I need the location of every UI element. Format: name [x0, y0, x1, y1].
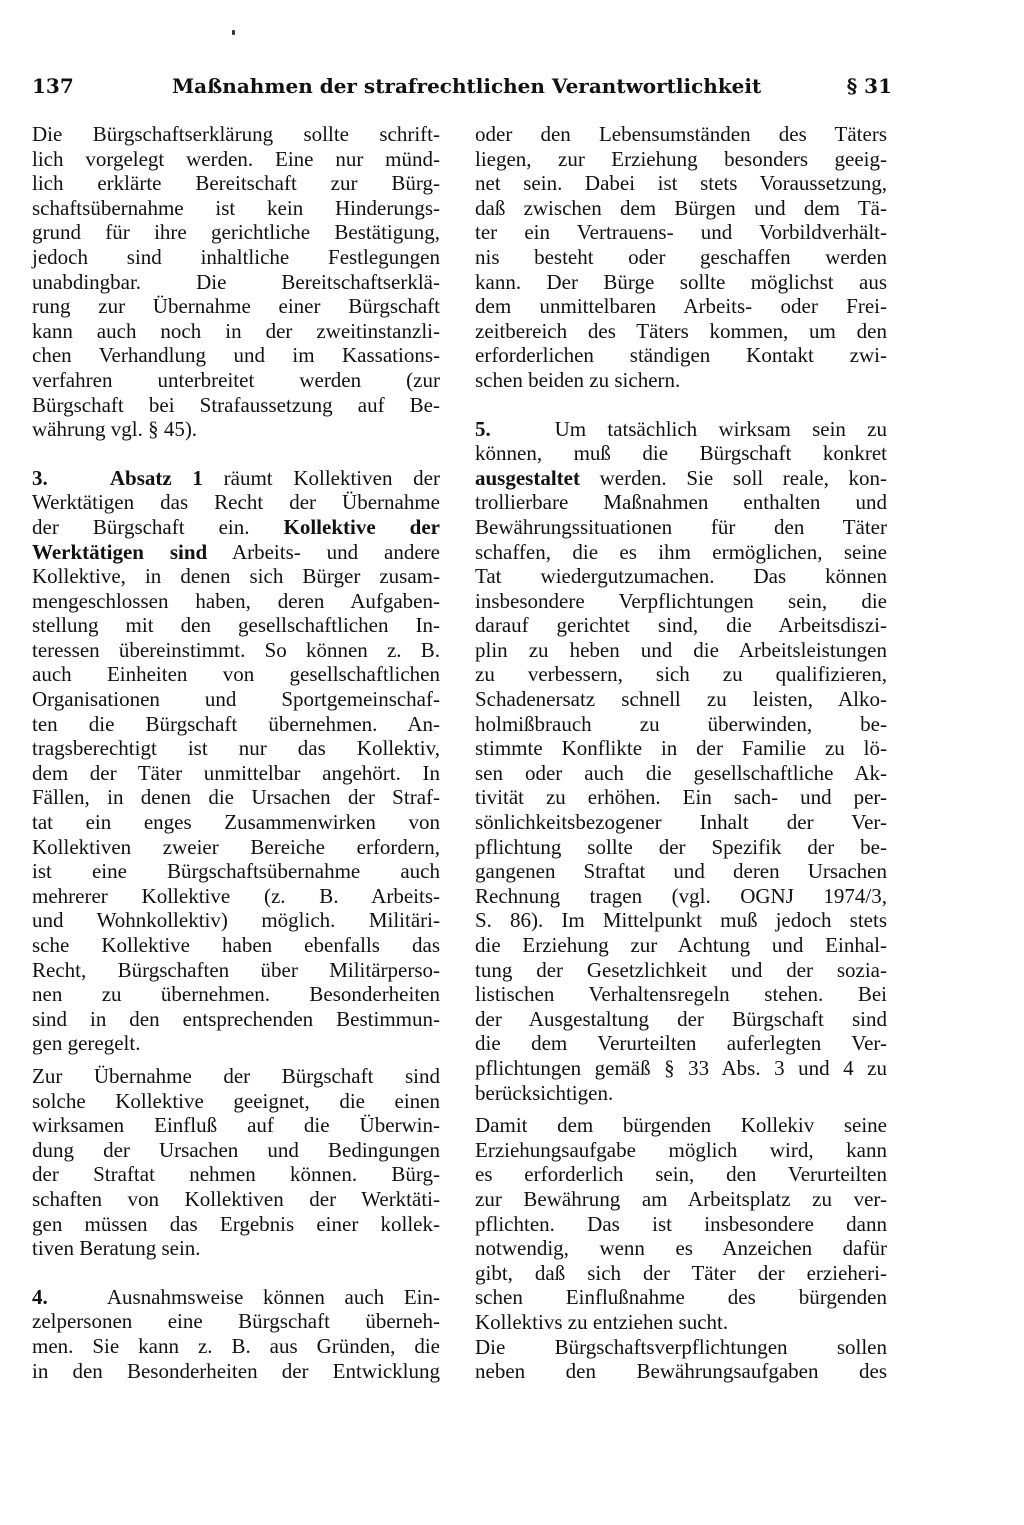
- text-line: oder den Lebensumständen des Täters: [475, 122, 887, 146]
- text-line: S. 86). Im Mittelpunkt muß jedoch stets: [475, 908, 887, 933]
- text-line: schaften von Kollektiven der Werktäti-: [32, 1186, 440, 1211]
- text-line: jedoch sind inhaltliche Festlegungen: [32, 244, 440, 269]
- paragraph-declaration: [32, 122, 440, 442]
- text-line: schen Einflußnahme des bürgenden: [475, 1285, 887, 1310]
- text-line: gangenen Straftat und deren Ursachen: [475, 859, 887, 884]
- text-line: gen geregelt.: [32, 1031, 141, 1056]
- text-line: Kollektive, in denen sich Bürger zusam-: [32, 564, 440, 589]
- bold-term: Kollektive der: [283, 514, 440, 539]
- text-line: nen zu übernehmen. Besonderheiten: [32, 982, 440, 1007]
- text-line: trollierbare Maßnahmen enthalten und: [475, 490, 887, 515]
- text-line: dung der Ursachen und Bedingungen: [32, 1137, 440, 1162]
- text-line: grund für ihre gerichtliche Bestätigung,: [32, 220, 440, 245]
- text-line: in den Besonderheiten der Entwicklung: [32, 1358, 440, 1383]
- paragraph-number: 4.: [32, 1284, 48, 1309]
- text-line: währung vgl. § 45).: [32, 417, 198, 442]
- text-line: lich erklärte Bereitschaft zur Bürg-: [32, 171, 440, 196]
- text-line: holmißbrauch zu überwinden, be-: [475, 711, 887, 736]
- text-line: Organisationen und Sportgemeinschaf-: [32, 687, 440, 712]
- text-line: Werktätigen sind Arbeits- und andere: [32, 539, 440, 564]
- text-line: es erforderlich sein, den Verurteilten: [475, 1162, 887, 1187]
- text-line: tat ein enges Zusammenwirken von: [32, 810, 440, 835]
- text-line: der Ausgestaltung der Bürgschaft sind: [475, 1006, 887, 1031]
- print-speck: [232, 30, 235, 35]
- text-line: listischen Verhaltensregeln stehen. Bei: [475, 982, 887, 1007]
- text-line: notwendig, wenn es Anzeichen dafür: [475, 1236, 887, 1261]
- text-line: nis besteht oder geschaffen werden: [475, 244, 887, 269]
- section-mark: § 31: [846, 74, 892, 98]
- text-line: erforderlichen ständigen Kontakt zwi-: [475, 343, 887, 368]
- text-line: 3. Absatz 1 räumt Kollektiven der: [32, 465, 440, 490]
- bold-term: Absatz 1: [109, 465, 203, 490]
- text-line: Tat wiedergutzumachen. Das können: [475, 564, 887, 589]
- text-line: ausgestaltet werden. Sie soll reale, kon-: [475, 465, 887, 490]
- text-line: lich vorgelegt werden. Eine nur münd-: [32, 146, 440, 171]
- text-line: schaftsübernahme ist kein Hinderungs-: [32, 195, 440, 220]
- text-line: 5. Um tatsächlich wirksam sein zu: [475, 416, 888, 441]
- text-line: 4. Ausnahmsweise können auch Ein-: [32, 1284, 440, 1309]
- text-line: auch Einheiten von gesellschaftlichen: [32, 662, 440, 687]
- text-line: Fällen, in denen die Ursachen der Straf-: [32, 785, 440, 810]
- text-line: und Wohnkollektiv) möglich. Militäri-: [32, 908, 440, 933]
- text-line: tiven Beratung sein.: [32, 1236, 201, 1261]
- paragraph-obligations: [475, 1335, 887, 1384]
- text-line: insbesondere Verpflichtungen sein, die: [475, 588, 887, 613]
- text-line: ter ein Vertrauens- und Vorbildverhält-: [475, 220, 887, 245]
- text-line: dem unmittelbaren Arbeits- oder Frei-: [475, 294, 887, 319]
- paragraph-4-continued: [475, 122, 887, 393]
- text-line: plin zu heben und die Arbeitsleistungen: [475, 637, 887, 662]
- text-line: gen müssen das Ergebnis einer kollek-: [32, 1211, 440, 1236]
- text-line: sche Kollektive haben ebenfalls das: [32, 933, 440, 957]
- text-line: der Bürgschaft ein. Kollektive der: [32, 514, 440, 539]
- text-line: Bewährungssituationen für den Täter: [475, 514, 887, 539]
- text-line: gibt, daß sich der Täter der erzieheri-: [475, 1260, 887, 1285]
- text-line: die dem Verurteilten auferlegten Ver-: [475, 1031, 887, 1056]
- text-line: Rechnung tragen (vgl. OGNJ 1974/3,: [475, 883, 887, 908]
- text-line: mengeschlossen haben, deren Aufgaben-: [32, 588, 440, 613]
- text-line: neben den Bewährungsaufgaben des: [475, 1359, 887, 1384]
- paragraph-3-collectives: [32, 466, 440, 1056]
- paragraph-suitability: [32, 1064, 440, 1261]
- text-line: tivität zu erhöhen. Ein sach- und per-: [475, 785, 887, 810]
- text-line: pflichtung sollte der Spezifik der be-: [475, 834, 887, 859]
- text-line: stellung mit den gesellschaftlichen In-: [32, 613, 440, 638]
- running-header: [32, 74, 892, 106]
- paragraph-number: 3.: [32, 465, 48, 490]
- text-line: zu verbessern, sich zu qualifizieren,: [475, 662, 887, 687]
- text-line: teressen übereinstimmt. So können z. B.: [32, 637, 440, 662]
- text-line: Die Bürgschaftserklärung sollte schrift-: [32, 122, 440, 146]
- text-line: die Erziehung zur Achtung und Einhal-: [475, 933, 887, 957]
- text-line: sen oder auch die gesellschaftliche Ak-: [475, 760, 887, 785]
- text-line: verfahren unterbreitet werden (zur: [32, 367, 440, 392]
- text-line: men. Sie kann z. B. aus Gründen, die: [32, 1333, 440, 1358]
- text-line: kann. Der Bürge sollte möglichst aus: [475, 269, 887, 294]
- text-line: Kollektiven zweier Bereiche erfordern,: [32, 834, 440, 859]
- right-column: [475, 122, 887, 1384]
- text-line: kann auch noch in der zweitinstanzli-: [32, 318, 440, 343]
- text-line: pflichtungen gemäß § 33 Abs. 3 und 4 zu: [475, 1055, 887, 1080]
- text-line: chen Verhandlung und im Kassations-: [32, 343, 440, 368]
- text-line: ten die Bürgschaft übernehmen. An-: [32, 711, 440, 736]
- text-line: Bürgschaft bei Strafaussetzung auf Be-: [32, 392, 440, 417]
- text-line: schaffen, die es ihm ermöglichen, seine: [475, 539, 887, 564]
- text-line: daß zwischen dem Bürgen und dem Tä-: [475, 195, 887, 220]
- text-line: darauf gerichtet sind, die Arbeitsdiszi-: [475, 613, 887, 638]
- page-number: 137: [32, 74, 74, 98]
- paragraph-workplace: [475, 1113, 887, 1334]
- text-line: liegen, zur Erziehung besonders geeig-: [475, 146, 887, 171]
- paragraph-4-individuals: [32, 1285, 440, 1383]
- text-line: sönlichkeitsbezogener Inhalt der Ver-: [475, 810, 887, 835]
- text-line: zeitbereich des Täters kommen, um den: [475, 318, 887, 343]
- text-line: Kollektivs zu entziehen sucht.: [475, 1309, 729, 1334]
- bold-term: Werktätigen sind: [32, 539, 208, 564]
- text-line: rung zur Übernahme einer Bürgschaft: [32, 294, 440, 319]
- text-line: solche Kollektive geeignet, die einen: [32, 1088, 440, 1113]
- text-line: stimmte Konflikte in der Familie zu lö-: [475, 736, 887, 761]
- text-line: wirksamen Einfluß auf die Überwin-: [32, 1113, 440, 1138]
- bold-term: ausgestaltet: [475, 465, 580, 490]
- text-line: pflichten. Das ist insbesondere dann: [475, 1211, 887, 1236]
- text-line: berücksichtigen.: [475, 1080, 614, 1105]
- text-line: Zur Übernahme der Bürgschaft sind: [32, 1063, 440, 1088]
- paragraph-number: 5.: [475, 416, 491, 441]
- text-line: zur Bewährung am Arbeitsplatz zu ver-: [475, 1186, 887, 1211]
- text-line: net sein. Dabei ist stets Voraussetzung,: [475, 171, 887, 196]
- running-title: Maßnahmen der strafrechtlichen Verantwortlichkeit: [172, 74, 762, 98]
- paragraph-5-design: [475, 417, 887, 1106]
- text-line: Werktätigen das Recht der Übernahme: [32, 490, 440, 515]
- text-line: Erziehungsaufgabe möglich wird, kann: [475, 1137, 887, 1162]
- text-line: Recht, Bürgschaften über Militärperso-: [32, 957, 440, 982]
- left-column: [32, 122, 440, 1383]
- text-line: unabdingbar. Die Bereitschaftserklä-: [32, 269, 440, 294]
- text-line: zelpersonen eine Bürgschaft überneh-: [32, 1309, 440, 1334]
- text-line: können, muß die Bürgschaft konkret: [475, 441, 887, 466]
- text-line: Schadenersatz schnell zu leisten, Alko-: [475, 687, 887, 712]
- text-line: der Straftat nehmen können. Bürg-: [32, 1162, 440, 1187]
- text-line: mehrerer Kollektive (z. B. Arbeits-: [32, 883, 440, 908]
- text-line: Damit dem bürgenden Kollekiv seine: [475, 1113, 887, 1138]
- text-line: tragsberechtigt ist nur das Kollektiv,: [32, 736, 440, 761]
- text-line: tung der Gesetzlichkeit und der sozia-: [475, 957, 887, 982]
- text-line: ist eine Bürgschaftsübernahme auch: [32, 859, 440, 884]
- text-line: schen beiden zu sichern.: [475, 367, 681, 392]
- text-line: Die Bürgschaftsverpflichtungen sollen: [475, 1334, 887, 1359]
- text-line: sind in den entsprechenden Bestimmun-: [32, 1006, 440, 1031]
- text-line: dem der Täter unmittelbar angehört. In: [32, 760, 440, 785]
